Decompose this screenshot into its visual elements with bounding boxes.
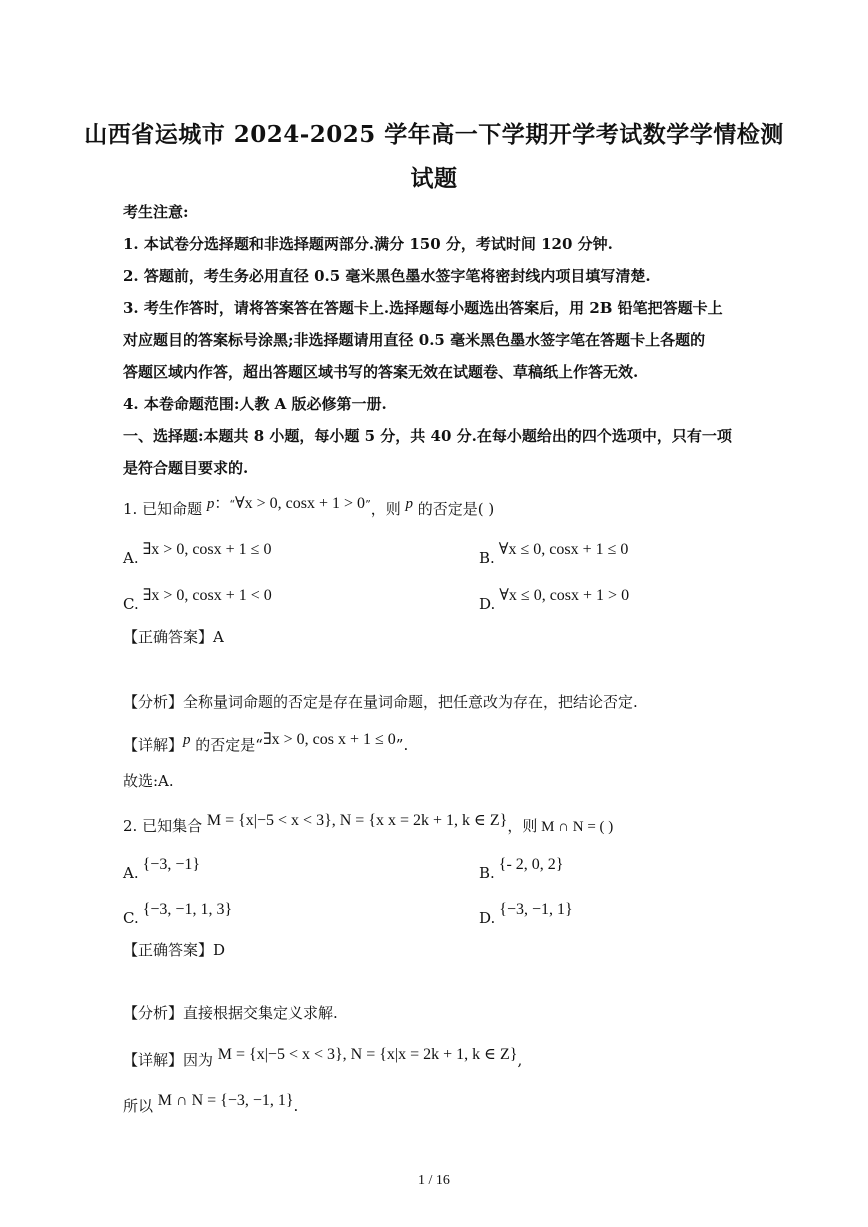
question-1-detail-expr: ∃x > 0, cos x + 1 ≤ 0 [262,731,396,748]
notice-item-3-line-2: 对应题目的答案标号涂黑;非选择题请用直径 0.5 毫米黑色墨水签字笔在答题卡上各题的 [123,331,706,349]
question-1-variable-p-2: p [405,496,413,512]
question-2-detail: 【详解】因为 M = {x|−5 < x < 3}, N = {x|x = 2k + 1, k ∈ Z}, [123,1046,523,1069]
question-1-option-b[interactable]: B. ∀x ≤ 0, cosx + 1 ≤ 0 [479,541,629,567]
question-1-choice: 故选:A. [123,772,174,790]
question-2-option-a[interactable]: A. {−3, −1} [123,856,201,882]
question-1-stem [123,495,495,521]
question-2-conclusion-expr: M ∩ N = {−3, −1, 1} [157,1092,294,1109]
page-number: 1 / 16 [418,1173,450,1188]
section-heading-line-1: 一、选择题:本题共 8 小题，每小题 5 分，共 40 分.在每小题给出的四个选项中，只有一项 [123,427,732,445]
question-2-answer: 【正确答案】D [123,941,226,959]
question-1-open-quote: “ [229,498,235,511]
question-1-option-d[interactable]: D. ∀x ≤ 0, cosx + 1 > 0 [479,587,630,613]
question-1-suffix-a: ，则 [370,500,406,518]
question-1-analysis: 【分析】全称量词命题的否定是存在量词命题，把任意改为存在，把结论否定. [123,693,638,711]
doc-title-line-2: 试题 [410,165,458,192]
doc-title-line-1: 山西省运城市 2024-2025 学年高一下学期开学考试数学学情检测 [84,121,784,148]
notice-item-3-line-1: 3. 考生作答时，请将答案答在答题卡上.选择题每小题选出答案后，用 2B 铅笔把答题卡上 [123,299,723,317]
question-2-conclusion: 所以 M ∩ N = {−3, −1, 1}. [123,1092,299,1115]
question-1-option-c[interactable]: C. ∃x > 0, cosx + 1 < 0 [123,587,272,613]
question-1-prefix: 1. 已知命题 [123,500,207,518]
question-1-variable-p: p [206,496,215,512]
question-2-detail-expr: M = {x|−5 < x < 3}, N = {x|x = 2k + 1, k ∈ Z} [217,1046,518,1063]
question-2-prefix: 2. 已知集合 [123,817,207,835]
notice-item-3-line-3: 答题区域内作答，超出答题区域书写的答案无效在试题卷、草稿纸上作答无效. [123,363,639,381]
question-2-stem [123,812,614,837]
question-1-colon: ： [214,496,230,512]
notice-item-1: 1. 本试卷分选择题和非选择题两部分.满分 150 分，考试时间 120 分钟. [123,235,613,253]
question-2-suffix: ，则 M ∩ N = ( ) [507,819,614,835]
question-2-sets: M = {x|−5 < x < 3}, N = {x x = 2k + 1, k ∈ Z} [206,812,508,829]
question-1-close-quote: ” [365,498,371,511]
notice-item-4: 4. 本卷命题范围:人教 A 版必修第一册. [123,395,387,413]
question-1-detail: 【详解】p 的否定是“∃x > 0, cos x + 1 ≤ 0”. [123,731,409,754]
question-1-answer: 【正确答案】A [123,628,224,646]
question-2-option-c[interactable]: C. {−3, −1, 1, 3} [123,901,233,927]
question-2-option-d[interactable]: D. {−3, −1, 1} [479,901,573,927]
question-2-option-b[interactable]: B. {- 2, 0, 2} [479,856,564,882]
question-1-statement: ∀x > 0, cosx + 1 > 0 [235,495,366,512]
question-1-suffix-b: 的否定是( ) [412,500,495,518]
section-heading-line-2: 是符合题目要求的. [123,459,249,477]
question-2-analysis: 【分析】直接根据交集定义求解. [123,1004,338,1022]
notice-item-2: 2. 答题前，考生务必用直径 0.5 毫米黑色墨水签字笔将密封线内项目填写清楚. [123,267,651,285]
question-1-option-a[interactable]: A. ∃x > 0, cosx + 1 ≤ 0 [123,541,272,567]
notice-heading: 考生注意: [123,203,189,221]
